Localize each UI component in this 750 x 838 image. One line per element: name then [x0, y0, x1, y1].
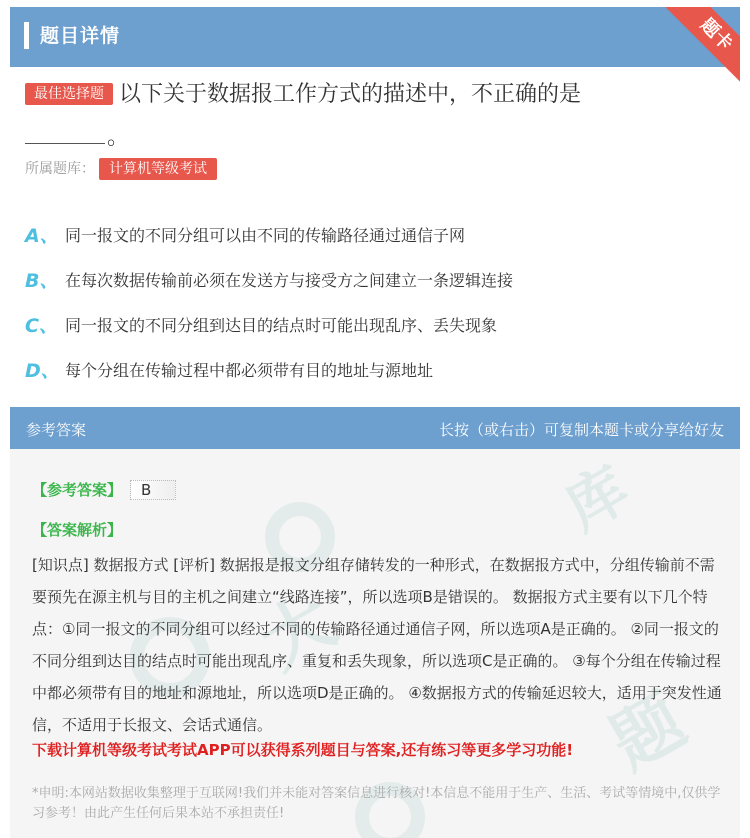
share-hint[interactable]: 长按（或右击）可复制本题卡或分享给好友: [438, 421, 724, 439]
question-suffix: 。: [107, 125, 130, 150]
watermark-glyph: 库: [554, 454, 641, 545]
answer-header-title: 参考答案: [26, 421, 87, 439]
question-text: 以下关于数据报工作方式的描述中，不正确的是: [119, 82, 582, 107]
option-b[interactable]: [25, 257, 725, 302]
option-text: 同一报文的不同分组可以由不同的传输路径通过通信子网: [65, 226, 466, 245]
corner-badge: [653, 7, 740, 87]
app-promo-link[interactable]: 下载计算机等级考试考试APP可以获得系列题目与答案,还有练习等更多学习功能!: [32, 741, 574, 759]
option-c[interactable]: [25, 302, 725, 347]
bank-label: 所属题库：: [25, 161, 95, 177]
watermark-glyph: 题: [596, 679, 699, 786]
question-stem: [25, 80, 725, 110]
blank-underline: [25, 122, 105, 144]
corner-badge-label: 题卡: [666, 7, 740, 85]
bank-tag[interactable]: 计算机等级考试: [99, 158, 217, 180]
option-d[interactable]: [25, 347, 725, 392]
page-title: 题目详情: [40, 25, 121, 47]
watermark-glyph: 大: [246, 579, 349, 686]
answer-panel: [10, 407, 740, 838]
option-text: 每个分组在传输过程中都必须带有目的地址与源地址: [65, 361, 434, 380]
option-letter: A、: [25, 225, 59, 247]
analysis-label: 【答案解析】: [32, 521, 123, 539]
option-letter: C、: [25, 315, 58, 337]
option-text: 同一报文的不同分组到达目的结点时可能出现乱序、丢失现象: [65, 316, 498, 335]
options-list: [25, 212, 725, 392]
question-bank-row: [25, 158, 217, 180]
reference-answer-label: 【参考答案】: [32, 481, 123, 499]
title-bar-accent: [24, 22, 29, 49]
option-a[interactable]: [25, 212, 725, 257]
title-header: [10, 7, 740, 67]
option-letter: D、: [25, 360, 60, 382]
option-text: 在每次数据传输前必须在发送方与接受方之间建立一条逻辑连接: [65, 271, 514, 290]
answer-header: [10, 407, 740, 449]
reference-answer-value: B: [130, 480, 176, 500]
option-letter: B、: [25, 270, 59, 292]
question-blank: [25, 120, 129, 151]
reference-answer: [32, 479, 176, 500]
disclaimer: *申明:本网站数据收集整理于互联网!我们并未能对答案信息进行核对!本信息不能用于生产、生活、考试等情境中,仅供学习参考！由此产生任何后果本站不承担责任!: [32, 786, 721, 821]
analysis-text: [知识点] 数据报方式 [评析] 数据报是报文分组存储转发的一种形式，在数据报方式中，分组传输前不需要预先在源主机与目的主机之间建立“线路连接”，所以选项B是错误的。 数据报方式主要有以下几个特点：①同一报文的不同分组可以经过不同的传输路径通过通信子网，所以选项A是正确的。 ②同一报文的不同分组到达目的结点时可能出现乱序、重复和丢失现象，所以选项C是正确的。 ③每个分组在传输过程中都必须带有目的地址和源地址，所以选项D是正确的。 ④数据报方式的传输延迟较大，适用于突发性通信，不适用于长报文、会话式通信。: [32, 556, 722, 734]
question-type-tag: 最佳选择题: [25, 83, 113, 105]
